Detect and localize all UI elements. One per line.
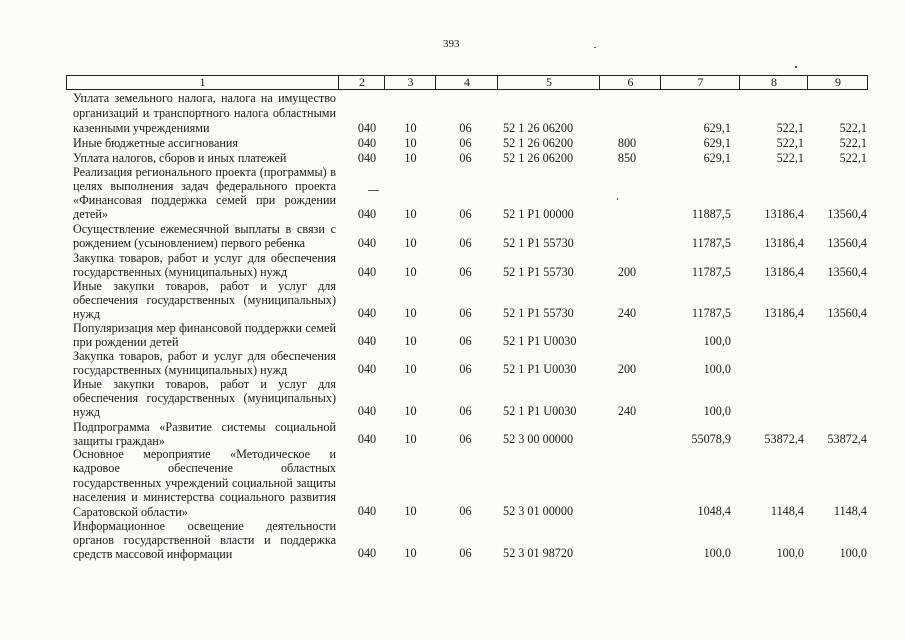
cell-col9: 53872,4 <box>827 432 867 446</box>
cell-col3: 10 <box>404 136 417 150</box>
cell-col6: 200 <box>617 265 637 279</box>
cell-col2: 040 <box>357 265 377 279</box>
cell-col2: 040 <box>357 404 377 418</box>
table-row <box>0 91 905 136</box>
cell-col4: 06 <box>459 121 472 135</box>
page-number: 393 <box>443 38 460 50</box>
cell-col7: 11787,5 <box>691 265 731 279</box>
header-cell: 6 <box>599 76 661 89</box>
cell-col8: 522,1 <box>776 121 804 135</box>
table-header-row <box>66 75 868 90</box>
cell-col7: 100,0 <box>703 404 731 418</box>
cell-col9: 1148,4 <box>833 504 867 518</box>
cell-col8: 53872,4 <box>764 432 804 446</box>
cell-col5: 52 1 P1 55730 <box>503 236 574 250</box>
cell-col6: 240 <box>617 404 637 418</box>
cell-col3: 10 <box>404 546 417 560</box>
table-row <box>0 349 905 377</box>
header-cell: 5 <box>497 76 600 89</box>
cell-col7: 1048,4 <box>697 504 731 518</box>
cell-col9: 100,0 <box>839 546 867 560</box>
table-row <box>0 251 905 280</box>
header-cell: 9 <box>807 76 868 89</box>
row-description: Иные закупки товаров, работ и услуг для обеспечения государственных (муниципальных) нужд <box>73 377 336 419</box>
header-cell: 7 <box>660 76 740 89</box>
cell-col5: 52 1 P1 U0030 <box>503 404 577 418</box>
row-description: Закупка товаров, работ и услуг для обеспечения государственных (муниципальных) нужд <box>73 251 336 279</box>
cell-col4: 06 <box>459 362 472 376</box>
header-cell: 2 <box>338 76 385 89</box>
cell-col7: 100,0 <box>703 546 731 560</box>
row-description: Иные бюджетные ассигнования <box>73 136 239 150</box>
cell-col9: 13560,4 <box>827 236 867 250</box>
cell-col3: 10 <box>404 334 417 348</box>
cell-col8: 13186,4 <box>764 306 804 320</box>
cell-col3: 10 <box>404 404 417 418</box>
cell-col6: 200 <box>617 362 637 376</box>
header-cell: 1 <box>199 75 206 89</box>
cell-col5: 52 1 P1 U0030 <box>503 334 577 348</box>
cell-col3: 10 <box>404 151 417 165</box>
cell-col9: 522,1 <box>839 121 867 135</box>
cell-col7: 11787,5 <box>691 306 731 320</box>
cell-col3: 10 <box>404 306 417 320</box>
cell-col9: 13560,4 <box>827 207 867 221</box>
cell-col3: 10 <box>404 362 417 376</box>
cell-col4: 06 <box>459 136 472 150</box>
cell-col5: 52 1 26 06200 <box>503 151 574 165</box>
cell-col6: 800 <box>617 136 637 150</box>
row-description: Уплата налогов, сборов и иных платежей <box>73 151 287 165</box>
cell-col9: 522,1 <box>839 151 867 165</box>
table-row <box>0 419 905 447</box>
cell-col2: 040 <box>357 362 377 376</box>
cell-col3: 10 <box>404 207 417 221</box>
cell-col7: 11887,5 <box>691 207 731 221</box>
cell-col2: 040 <box>357 306 377 320</box>
scan-speck <box>594 47 596 48</box>
row-description: Подпрограмма «Развитие системы социальной защиты граждан» <box>73 420 336 448</box>
cell-col5: 52 1 P1 U0030 <box>503 362 577 376</box>
cell-col3: 10 <box>404 236 417 250</box>
cell-col2: 040 <box>357 151 377 165</box>
cell-col2: 040 <box>357 121 377 135</box>
cell-col4: 06 <box>459 334 472 348</box>
row-description: Популяризация мер финансовой поддержки семей при рождении детей <box>73 321 336 349</box>
cell-col4: 06 <box>459 151 472 165</box>
cell-col3: 10 <box>404 432 417 446</box>
cell-col2: 040 <box>357 236 377 250</box>
cell-col2: 040 <box>357 546 377 560</box>
scan-speck <box>795 66 797 68</box>
cell-col7: 629,1 <box>703 151 731 165</box>
cell-col8: 522,1 <box>776 136 804 150</box>
cell-col8: 522,1 <box>776 151 804 165</box>
cell-col7: 11787,5 <box>691 236 731 250</box>
cell-col4: 06 <box>459 306 472 320</box>
cell-col8: 13186,4 <box>764 236 804 250</box>
row-description: Информационное освещение деятельности органов государственной власти и поддержка средств массовой информации <box>73 519 336 561</box>
table-row <box>0 280 905 321</box>
cell-col5: 52 1 P1 55730 <box>503 306 574 320</box>
header-cell: 8 <box>739 76 808 89</box>
cell-col5: 52 1 P1 00000 <box>503 207 574 221</box>
cell-col4: 06 <box>459 546 472 560</box>
cell-col6: 850 <box>617 151 637 165</box>
cell-col5: 52 3 01 98720 <box>503 546 574 560</box>
table-row <box>0 166 905 222</box>
scan-speck <box>617 198 618 200</box>
row-description: Реализация регионального проекта (программы) в целях выполнения задач федерального проекта «Финансовая поддержка семей при рождении детей» <box>73 165 336 221</box>
cell-col4: 06 <box>459 207 472 221</box>
cell-col4: 06 <box>459 236 472 250</box>
cell-col7: 629,1 <box>703 136 731 150</box>
cell-col4: 06 <box>459 432 472 446</box>
cell-col5: 52 1 26 06200 <box>503 136 574 150</box>
cell-col4: 06 <box>459 404 472 418</box>
cell-col6: 240 <box>617 306 637 320</box>
cell-col2: 040 <box>357 207 377 221</box>
header-cell: 4 <box>435 76 498 89</box>
cell-col7: 55078,9 <box>691 432 731 446</box>
cell-col9: 522,1 <box>839 136 867 150</box>
row-description: Уплата земельного налога, налога на имущество организаций и транспортного налога областными казенными учреждениями <box>73 91 336 135</box>
cell-col2: 040 <box>357 432 377 446</box>
table-row <box>0 136 905 151</box>
row-description: Иные закупки товаров, работ и услуг для обеспечения государственных (муниципальных) нужд <box>73 279 336 321</box>
cell-col2: 040 <box>357 334 377 348</box>
cell-col8: 13186,4 <box>764 207 804 221</box>
cell-col9: 13560,4 <box>827 265 867 279</box>
cell-col5: 52 1 26 06200 <box>503 121 574 135</box>
cell-col2: 040 <box>357 504 377 518</box>
cell-col8: 1148,4 <box>770 504 804 518</box>
cell-col5: 52 3 00 00000 <box>503 432 574 446</box>
row-description: Осуществление ежемесячной выплаты в связи с рождением (усыновлением) первого ребенка <box>73 222 336 250</box>
cell-col7: 100,0 <box>703 334 731 348</box>
cell-col2: 040 <box>357 136 377 150</box>
table-row <box>0 377 905 419</box>
table-row <box>0 519 905 561</box>
cell-col3: 10 <box>404 121 417 135</box>
table-row <box>0 151 905 166</box>
table-row <box>0 222 905 251</box>
cell-col3: 10 <box>404 504 417 518</box>
row-description: Закупка товаров, работ и услуг для обеспечения государственных (муниципальных) нужд <box>73 349 336 377</box>
cell-col8: 13186,4 <box>764 265 804 279</box>
header-cell: 3 <box>384 76 436 89</box>
cell-col3: 10 <box>404 265 417 279</box>
scan-speck <box>368 190 379 191</box>
cell-col4: 06 <box>459 265 472 279</box>
table-row <box>0 447 905 519</box>
cell-col9: 13560,4 <box>827 306 867 320</box>
cell-col4: 06 <box>459 504 472 518</box>
cell-col5: 52 1 P1 55730 <box>503 265 574 279</box>
table-row <box>0 321 905 349</box>
cell-col7: 629,1 <box>703 121 731 135</box>
cell-col8: 100,0 <box>776 546 804 560</box>
cell-col7: 100,0 <box>703 362 731 376</box>
row-description: Основное мероприятие «Методическое и кадровое обеспечение областных государственных учреждений социальной защиты населения и министерства социального развития Саратовской области» <box>73 447 336 519</box>
cell-col5: 52 3 01 00000 <box>503 504 574 518</box>
